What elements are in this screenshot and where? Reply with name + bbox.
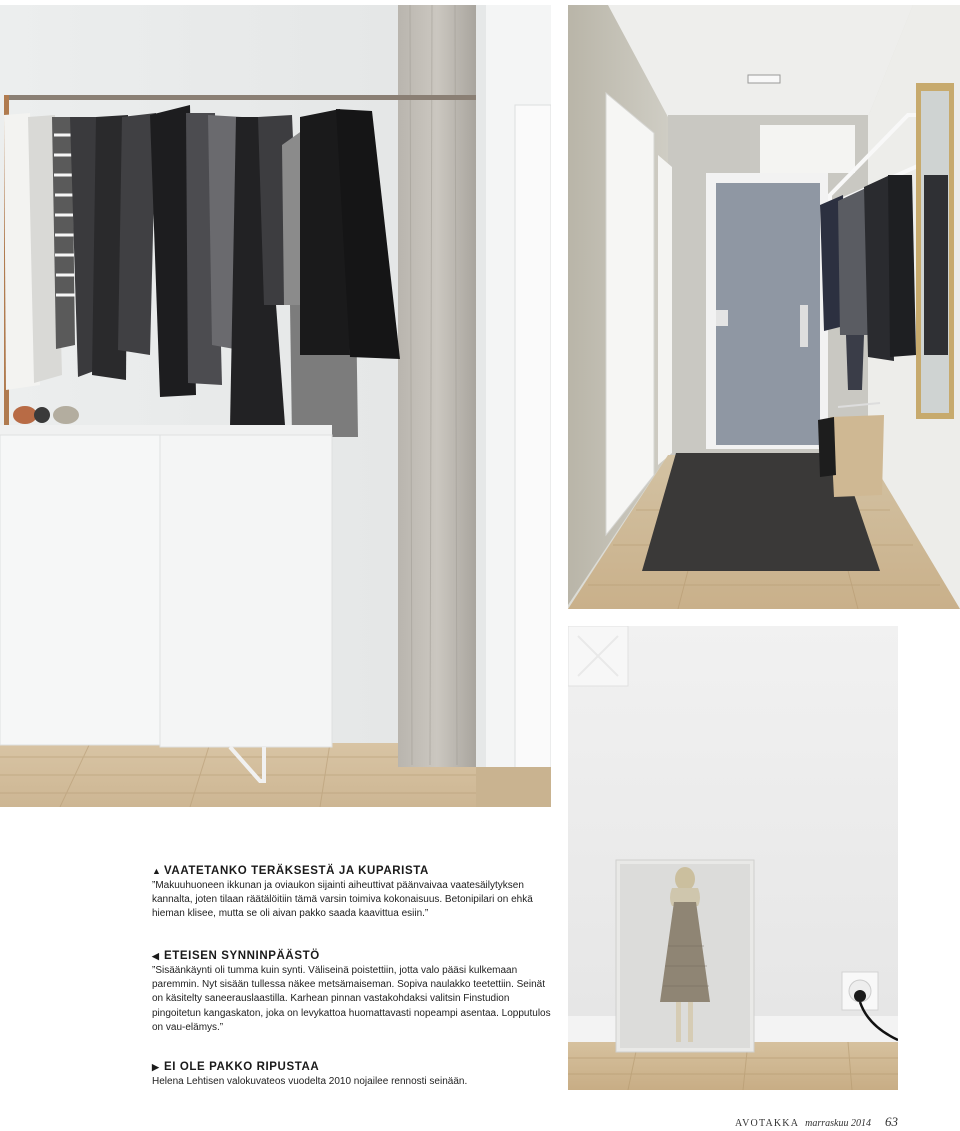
arrow-right-icon: ▶ — [152, 1061, 160, 1072]
hallway-photo — [568, 5, 960, 609]
arrow-up-icon: ▲ — [152, 866, 162, 876]
caption-heading-text: EI OLE PAKKO RIPUSTAA — [164, 1061, 320, 1073]
photograph-leaning-on-wall — [568, 626, 898, 1090]
caption-body: Helena Lehtisen valokuvateos vuodelta 2010 nojailee rennosti seinään. — [152, 1076, 468, 1087]
caption-heading — [152, 950, 552, 962]
caption-heading-text: ETEISEN SYNNINPÄÄSTÖ — [164, 950, 320, 962]
caption-photograph — [152, 1061, 552, 1089]
wardrobe-photo — [0, 5, 551, 807]
page-number: 63 — [885, 1114, 898, 1129]
page-footer — [735, 1114, 898, 1130]
caption-wardrobe — [152, 865, 552, 922]
caption-hallway — [152, 950, 552, 1035]
caption-heading — [152, 865, 552, 877]
issue-date: marraskuu 2014 — [805, 1118, 871, 1129]
arrow-left-icon: ◀ — [152, 950, 160, 961]
caption-heading — [152, 1061, 552, 1073]
caption-body: ”Makuuhuoneen ikkunan ja oviaukon sijainti aiheuttivat päänvaivaa vaatesäilytyksen kannalta, joten tilaan räätälöitiin tämä varsin toimiva kokonaisuus. Betonipilari on ehkä hieman klisee, mutta se oli aivan pakko saada kaavittua esiin.” — [152, 880, 533, 920]
magazine-name: AVOTAKKA — [734, 1118, 800, 1129]
caption-body: ”Sisäänkäynti oli tumma kuin synti. Väliseinä poistettiin, jotta valo pääsi kulkemaan paremmin. Nyt sisään tullessa näkee metsämaiseman. Sopiva naulakko teetettiin. Seinät on käsitelty saneerauslaastilla. Karhean pinnan vastakohdaksi valitsin Finstudion pingoitetun kangaskaton, joka on levykattoa huomattavasti nopeampi asentaa. Lopputulos on vau-elämys.” — [152, 965, 551, 1033]
caption-heading-text: VAATETANKO TERÄKSESTÄ JA KUPARISTA — [164, 865, 429, 877]
